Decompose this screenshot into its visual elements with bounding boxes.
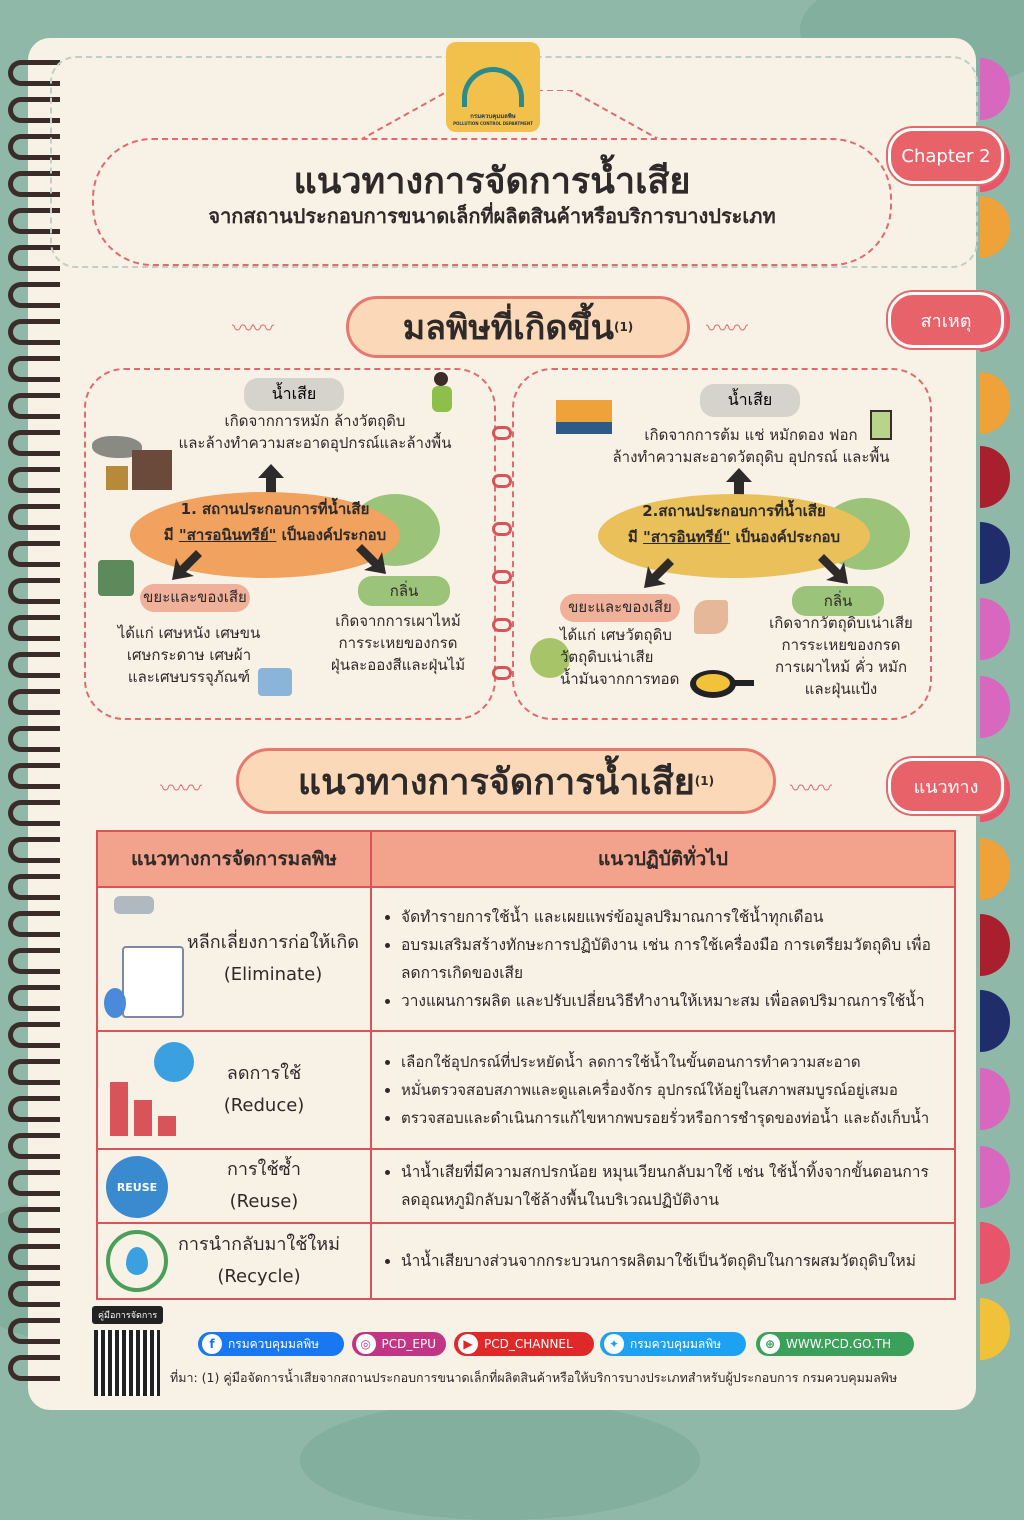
spiral-ring	[8, 1244, 60, 1270]
chain-link	[492, 522, 512, 536]
twitter-link[interactable]	[600, 1332, 746, 1356]
twitter-icon: ✦	[604, 1334, 624, 1354]
management-table	[96, 830, 956, 1300]
website-link[interactable]	[756, 1332, 914, 1356]
arrow-down-left-icon	[172, 550, 202, 580]
method-cell	[97, 1031, 371, 1149]
practice-list	[373, 899, 953, 1019]
chain-link	[492, 570, 512, 584]
section-ref: (1)	[694, 774, 715, 788]
reuse-badge-text: REUSE	[116, 1180, 158, 1194]
method-name-en: (Eliminate)	[223, 964, 323, 985]
spiral-ring	[8, 1207, 60, 1233]
arrow-down-right-icon	[818, 554, 848, 584]
panel2-center-line1: 2.สถานประกอบการที่น้ำเสีย	[642, 502, 826, 520]
trash-bin-icon	[98, 560, 134, 596]
chain-link	[492, 666, 512, 680]
logo-text: กรมควบคุมมลพิษ	[470, 113, 516, 120]
spiral-ring	[8, 1059, 60, 1085]
waste-description: ได้แก่ เศษหนัง เศษขน เศษกระดาษ เศษผ้า และเศษบรรจุภัณฑ์	[117, 624, 261, 686]
method-name: ลดการใช้	[226, 1063, 302, 1084]
youtube-link[interactable]	[454, 1332, 594, 1356]
instagram-icon: ◎	[356, 1334, 376, 1354]
table-row	[97, 1149, 955, 1223]
text-suffix: เป็นองค์ประกอบ	[276, 526, 387, 544]
reuse-badge-icon	[106, 1156, 168, 1218]
waste-label: ขยะและของเสีย	[568, 598, 672, 616]
wastewater-description: เกิดจากการหมัก ล้างวัตถุดิบ และล้างทำความสะอาดอุปกรณ์และล้างพื้น	[178, 412, 452, 452]
section-ref: (1)	[613, 320, 634, 334]
spiral-ring	[8, 1022, 60, 1048]
cause-label[interactable]: สาเหตุ	[888, 292, 1004, 348]
side-tab[interactable]	[980, 914, 1010, 976]
youtube-text: PCD_CHANNEL	[484, 1337, 573, 1351]
waste-label: ขยะและของเสีย	[143, 588, 247, 606]
instagram-link[interactable]	[352, 1332, 446, 1356]
spiral-ring	[8, 837, 60, 863]
practice-list	[373, 1154, 953, 1218]
odor-description: เกิดจากวัตถุดิบเน่าเสีย การระเหยของกรด การเผาไหม้ คั่ว หมัก และฝุ่นแป้ง	[769, 614, 913, 698]
faucet-chart-icon	[104, 896, 190, 1024]
youtube-icon: ▶	[458, 1334, 478, 1354]
list-item: • เลือกใช้อุปกรณ์ที่ประหยัดน้ำ ลดการใช้น้ำในขั้นตอนการทำความสะอาด	[401, 1048, 943, 1076]
spiral-ring	[8, 948, 60, 974]
list-item: • จัดทำรายการใช้น้ำ และเผยแพร่ข้อมูลปริมาณการใช้น้ำทุกเดือน	[401, 903, 943, 931]
list-item: • วางแผนการผลิต และปรับเปลี่ยนวิธีทำงานให้เหมาะสม เพื่อลดปริมาณการใช้น้ำ	[401, 987, 943, 1015]
squiggle-decoration: 〰〰	[790, 777, 831, 802]
arrow-down-left-icon	[644, 558, 674, 588]
wastewater-label: น้ำเสีย	[244, 378, 344, 411]
facebook-text: กรมควบคุมมลพิษ	[228, 1336, 320, 1351]
spiral-ring	[8, 911, 60, 937]
method-label	[187, 927, 359, 991]
twitter-text: กรมควบคุมมลพิษ	[630, 1336, 722, 1351]
method-name-en: (Recycle)	[217, 1266, 301, 1287]
section-heading-management	[236, 748, 776, 814]
packaging-icon	[258, 668, 292, 696]
side-tab[interactable]	[980, 1298, 1010, 1360]
squiggle-decoration: 〰〰	[232, 317, 273, 342]
side-tab[interactable]	[980, 598, 1010, 660]
spiral-ring	[8, 1096, 60, 1122]
odor-description: เกิดจากการเผาไหม้ การระเหยของกรด ฝุ่นละอองสีและฝุ่นไม้	[330, 612, 466, 674]
spiral-ring	[8, 282, 60, 308]
declining-bars-icon	[106, 1042, 198, 1138]
spiral-ring	[8, 356, 60, 382]
spiral-ring	[8, 430, 60, 456]
spiral-ring	[8, 726, 60, 752]
side-tab[interactable]	[980, 372, 1010, 434]
factory-pollution-icon	[92, 430, 172, 494]
section-title: แนวทางการจัดการน้ำเสีย	[297, 761, 695, 803]
guideline-label[interactable]: แนวทาง	[888, 758, 1004, 814]
practice-list	[373, 1044, 953, 1136]
qr-label: คู่มือการจัดการ	[92, 1306, 163, 1324]
instagram-text: PCD_EPU	[381, 1337, 436, 1351]
practice-cell	[371, 1223, 955, 1299]
text-suffix: เป็นองค์ประกอบ	[730, 528, 841, 546]
side-tab[interactable]	[980, 990, 1010, 1052]
spiral-ring	[8, 763, 60, 789]
wastewater-description: เกิดจากการต้ม แช่ หมักดอง ฟอก ล้างทำความสะอาดวัตถุดิบ อุปกรณ์ และพื้น	[612, 426, 890, 466]
method-label	[178, 1229, 340, 1293]
method-name: หลีกเลี่ยงการก่อให้เกิด	[186, 932, 359, 953]
spiral-ring	[8, 689, 60, 715]
chapter-label[interactable]: Chapter 2	[888, 128, 1004, 184]
background-blob	[300, 1400, 700, 1520]
method-cell	[97, 1223, 371, 1299]
logo-arch-icon	[462, 67, 524, 107]
frying-pan-icon	[690, 670, 754, 698]
method-cell	[97, 887, 371, 1031]
spiral-ring	[8, 874, 60, 900]
column-header-method: แนวทางการจัดการมลพิษ	[97, 831, 371, 887]
table-header-row	[97, 831, 955, 887]
spiral-ring	[8, 1170, 60, 1196]
spiral-ring	[8, 1133, 60, 1159]
spiral-ring	[8, 985, 60, 1011]
page-subtitle: จากสถานประกอบการขนาดเล็กที่ผลิตสินค้าหรือบริการบางประเภท	[208, 204, 776, 228]
side-tab[interactable]	[980, 196, 1010, 258]
spiral-ring	[8, 652, 60, 678]
list-item: • อบรมเสริมสร้างทักษะการปฏิบัติงาน เช่น การใช้เครื่องมือ การเตรียมวัตถุดิบ เพื่อลดการเกิดของเสีย	[401, 931, 943, 987]
side-tab[interactable]	[980, 838, 1010, 900]
list-item: • หมั่นตรวจสอบสภาพและดูแลเครื่องจักร อุปกรณ์ให้อยู่ในสภาพสมบูรณ์อยู่เสมอ	[401, 1076, 943, 1104]
table-row	[97, 887, 955, 1031]
chain-link	[492, 426, 512, 440]
section-title: มลพิษที่เกิดขึ้น	[402, 308, 614, 348]
website-text: WWW.PCD.GO.TH	[786, 1337, 892, 1351]
qr-code[interactable]	[94, 1330, 160, 1396]
wastewater-label: น้ำเสีย	[700, 384, 800, 417]
spiral-ring	[8, 615, 60, 641]
column-header-practice: แนวปฏิบัติทั่วไป	[371, 831, 955, 887]
page-title: แนวทางการจัดการน้ำเสีย	[293, 161, 691, 202]
spiral-ring	[8, 1318, 60, 1344]
chain-link	[492, 474, 512, 488]
spiral-ring	[8, 578, 60, 604]
list-item: • นำน้ำเสียที่มีความสกปรกน้อย หมุนเวียนกลับมาใช้ เช่น ใช้น้ำทิ้งจากขั้นตอนการลดอุณหภูมิกลับมาใช้ล้างพื้นในบริเวณปฏิบัติงาน	[401, 1158, 943, 1214]
facebook-icon: f	[202, 1334, 222, 1354]
spiral-ring	[8, 467, 60, 493]
side-tab[interactable]	[980, 676, 1010, 738]
source-citation: ที่มา: (1) คู่มือจัดการน้ำเสียจากสถานประกอบการขนาดเล็กที่ผลิตสินค้าหรือให้บริการบางประเภทสำหรับผู้ประกอบการ กรมควบคุมมลพิษ	[170, 1370, 898, 1385]
method-name: การนำกลับมาใช้ใหม่	[178, 1234, 340, 1255]
side-tab[interactable]	[980, 1068, 1010, 1130]
text-prefix: มี	[163, 526, 179, 544]
section-heading-pollution	[346, 296, 690, 358]
spiral-ring	[8, 800, 60, 826]
list-item: • นำน้ำเสียบางส่วนจากกระบวนการผลิตมาใช้เป็นวัตถุดิบในการผสมวัตถุดิบใหม่	[401, 1247, 943, 1275]
method-name-en: (Reduce)	[223, 1095, 305, 1116]
practice-cell	[371, 1031, 955, 1149]
keyword-organic: "สารอินทรีย์"	[643, 528, 731, 546]
method-name: การใช้ซ้ำ	[226, 1159, 301, 1180]
spiral-ring	[8, 504, 60, 530]
pcd-logo	[446, 42, 540, 132]
odor-label: กลิ่น	[823, 592, 853, 610]
squiggle-decoration: 〰〰	[160, 777, 201, 802]
spiral-ring	[8, 1355, 60, 1381]
arrow-down-right-icon	[356, 544, 386, 574]
panel2-center-line2	[598, 524, 870, 550]
facebook-link[interactable]	[198, 1332, 344, 1356]
keyword-inorganic: "สารอนินทรีย์"	[178, 526, 277, 544]
text-prefix: มี	[627, 528, 644, 546]
table-row	[97, 1223, 955, 1299]
spiral-ring	[8, 319, 60, 345]
waste-description: ได้แก่ เศษวัตถุดิบ วัตถุดิบเน่าเสีย น้ำมันจากการทอด	[560, 626, 680, 688]
side-tab[interactable]	[980, 446, 1010, 508]
list-item: • ตรวจสอบและดำเนินการแก้ไขหากพบรอยรั่วหรือการชำรุดของท่อน้ำ และถังเก็บน้ำ	[401, 1104, 943, 1132]
spiral-ring	[8, 1281, 60, 1307]
recycle-water-icon	[106, 1230, 168, 1292]
practice-cell	[371, 1149, 955, 1223]
panel1-center-text	[140, 496, 410, 548]
globe-icon: ⊕	[760, 1334, 780, 1354]
practice-list	[373, 1243, 953, 1279]
panel2-center-text	[598, 498, 870, 550]
spiral-ring	[8, 541, 60, 567]
practice-cell	[371, 887, 955, 1031]
method-label	[224, 1058, 305, 1122]
side-tab[interactable]	[980, 1146, 1010, 1208]
method-label	[227, 1154, 301, 1218]
odor-label: กลิ่น	[389, 582, 419, 600]
spiral-ring	[8, 393, 60, 419]
method-name-en: (Reuse)	[229, 1191, 299, 1212]
panel1-center-line1: 1. สถานประกอบการที่น้ำเสีย	[180, 500, 370, 518]
side-tab[interactable]	[980, 1222, 1010, 1284]
logo-subtext: POLLUTION CONTROL DEPARTMENT	[453, 121, 533, 126]
squiggle-decoration: 〰〰	[706, 317, 747, 342]
chain-link	[492, 618, 512, 632]
table-row	[97, 1031, 955, 1149]
side-tab[interactable]	[980, 522, 1010, 584]
method-cell	[97, 1149, 371, 1223]
